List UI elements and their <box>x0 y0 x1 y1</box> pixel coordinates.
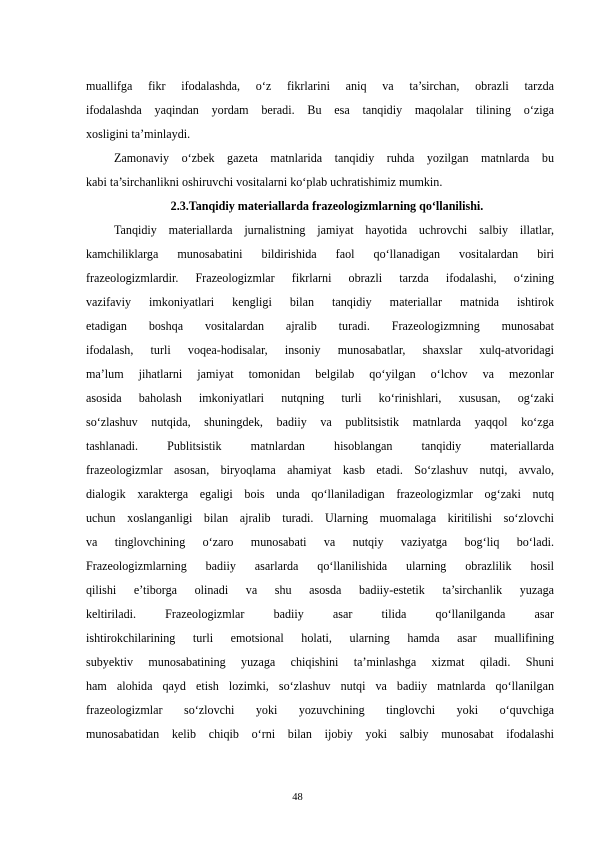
text-line: etadigan boshqa vositalardan ajralib turadi. Frazeologizmning munosabat <box>86 319 554 333</box>
page-number: 48 <box>292 792 303 803</box>
text-line: kamchiliklarga munosabatini bildirishida faol qo‘llanadigan vositalardan biri <box>86 247 554 261</box>
text-line: ifodalash, turli voqea-hodisalar, insoniy munosabatlar, shaxslar xulq-atvoridagi <box>86 343 554 357</box>
text-line: Tanqidiy materiallarda jurnalistning jamiyat hayotida uchrovchi salbiy illatlar, <box>114 223 554 237</box>
text-line: Zamonaviy o‘zbek gazeta matnlarida tanqidiy ruhda yozilgan matnlarda bu <box>114 151 554 165</box>
text-line: frazeologizmlardir. Frazeologizmlar fikrlarni obrazli tarzda ifodalashi, o‘zining <box>86 271 554 285</box>
paragraph-2 <box>86 146 554 194</box>
text-line: ifodalashda yaqindan yordam beradi. Bu esa tanqidiy maqolalar tilining o‘ziga <box>86 103 554 117</box>
text-line: dialogik xarakterga egaligi bois unda qo‘llaniladigan frazeologizmlar og‘zaki nutq <box>86 487 554 501</box>
section-heading: 2.3.Tanqidiy materiallarda frazeologizmlarning qo‘llanilishi. <box>170 199 484 213</box>
text-line: ishtirokchilarining turli emotsional holati, ularning hamda asar muallifining <box>86 631 554 645</box>
text-line: Frazeologizmlarning badiiy asarlarda qo‘llanilishida ularning obrazlilik hosil <box>86 559 554 573</box>
text-line: xosligini ta’minlaydi. <box>86 127 191 141</box>
text-line: frazeologizmlar asosan, biryoqlama ahamiyat kasb etadi. So‘zlashuv nutqi, avvalo, <box>86 463 554 477</box>
text-line: so‘zlashuv nutqida, shuningdek, badiiy va publitsistik matnlarda yaqqol ko‘zga <box>86 415 554 429</box>
text-line: va tinglovchining o‘zaro munosabati va nutqiy vaziyatga bog‘liq bo‘ladi. <box>86 535 554 549</box>
text-line: subyektiv munosabatining yuzaga chiqishini ta’minlashga xizmat qiladi. Shuni <box>86 655 554 669</box>
text-line: frazeologizmlar so‘zlovchi yoki yozuvchining tinglovchi yoki o‘quvchiga <box>86 703 554 717</box>
text-line: kabi ta’sirchanlikni oshiruvchi vositalarni ko‘plab uchratishimiz mumkin. <box>86 175 443 189</box>
text-line: ham alohida qayd etish lozimki, so‘zlashuv nutqi va badiiy matnlarda qo‘llanilgan <box>86 679 554 693</box>
paragraph-3 <box>86 218 554 746</box>
text-line: qilishi e’tiborga olinadi va shu asosda badiiy-estetik ta’sirchanlik yuzaga <box>86 583 554 597</box>
text-line: asosida baholash imkoniyatlari nutqning turli ko‘rinishlari, xususan, og‘zaki <box>86 391 554 405</box>
text-line: keltiriladi. Frazeologizmlar badiiy asar tilida qo‘llanilganda asar <box>86 607 554 621</box>
text-line: tashlanadi. Publitsistik matnlardan hisoblangan tanqidiy materiallarda <box>86 439 554 453</box>
paragraph-1 <box>86 74 554 146</box>
page-body <box>86 74 554 746</box>
text-line: ma’lum jihatlarni jamiyat tomonidan belgilab qo‘yilgan o‘lchov va mezonlar <box>86 367 554 381</box>
text-line: munosabatidan kelib chiqib o‘rni bilan ijobiy yoki salbiy munosabat ifodalashi <box>86 727 554 741</box>
text-line: uchun xoslanganligi bilan ajralib turadi. Ularning muomalaga kiritilishi so‘zlovchi <box>86 511 554 525</box>
text-line: vazifaviy imkoniyatlari kengligi bilan tanqidiy materiallar matnida ishtirok <box>86 295 554 309</box>
text-line: muallifga fikr ifodalashda, o‘z fikrlarini aniq va ta’sirchan, obrazli tarzda <box>86 79 554 93</box>
